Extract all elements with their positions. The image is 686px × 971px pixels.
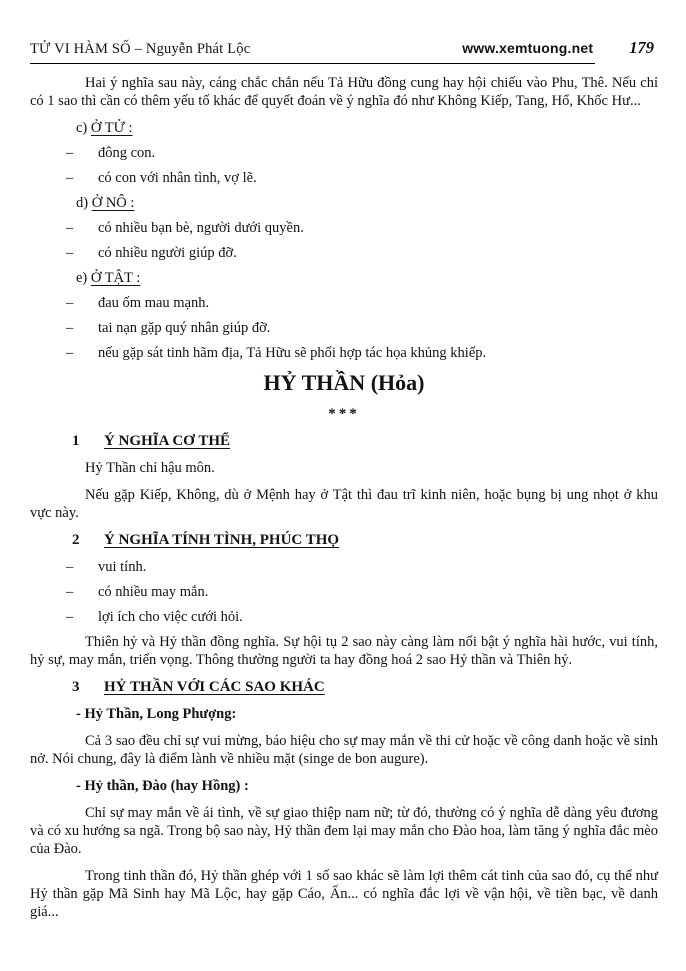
dash-marker: – xyxy=(66,559,74,575)
list-item-text: có con với nhân tình, vợ lẽ. xyxy=(98,170,257,186)
list-item xyxy=(30,319,658,337)
dash-marker: – xyxy=(66,584,74,600)
list-item-text: tai nạn gặp quý nhân giúp đỡ. xyxy=(98,320,271,336)
section-number: 1 xyxy=(72,433,80,449)
list-item xyxy=(30,558,658,576)
palace-heading-title: Ở TẬT : xyxy=(90,270,141,286)
dash-marker: – xyxy=(66,295,74,311)
list-item-text: vui tính. xyxy=(98,559,147,575)
list-item xyxy=(30,608,658,626)
list-item-text: nếu gặp sát tinh hãm địa, Tả Hữu sẽ phối hợp tác họa khủng khiếp. xyxy=(98,345,487,361)
dash-marker: – xyxy=(66,320,74,336)
body-paragraph: Hỷ Thần chỉ hậu môn. xyxy=(85,460,215,476)
list-item xyxy=(30,583,658,601)
body-paragraph: Thiên hỷ và Hỷ thần đồng nghĩa. Sự hội tụ 2 sao này càng làm nổi bật ý nghĩa hài hước, vui tính, hỷ sự, may mắn, triển vọng. Thông thường người ta hay đồng hoá 2 sao Hỷ thần và Thiên hỷ. xyxy=(30,634,658,668)
section-heading-text: HỶ THẦN VỚI CÁC SAO KHÁC xyxy=(104,679,325,695)
body-paragraph: Nếu gặp Kiếp, Không, dù ở Mệnh hay ở Tật thì đau trĩ kinh niên, hoặc bụng bị ung nhọt ở khu vực này. xyxy=(30,487,658,521)
body-paragraph: Chỉ sự may mắn về ái tình, về sự giao thiệp nam nữ; từ đó, thường có ý nghĩa dễ dàng yêu đương và có xu hướng sa ngã. Trong bộ sao này, Hỷ thần đem lại may mắn cho Đào hoa, làm tăng ý nghĩa đắc mèo của Đào. xyxy=(30,805,658,857)
page-number: 179 xyxy=(629,38,654,57)
dash-marker: – xyxy=(66,170,74,186)
list-item-text: có nhiều bạn bè, người dưới quyền. xyxy=(98,220,304,236)
chapter-title: HỶ THẦN (Hỏa) xyxy=(263,370,425,395)
list-item-text: lợi ích cho việc cưới hỏi. xyxy=(98,609,243,625)
page-header xyxy=(30,38,654,58)
list-item xyxy=(30,294,658,312)
section-heading-text: Ý NGHĨA CƠ THỂ xyxy=(104,433,230,449)
palace-heading-tu xyxy=(30,119,658,137)
palace-heading-title: Ở NÔ : xyxy=(91,195,135,211)
header-divider-line xyxy=(30,63,595,64)
section-number: 3 xyxy=(72,679,80,695)
list-item xyxy=(30,219,658,237)
book-title: TỬ VI HÀM SỐ – Nguyễn Phát Lộc xyxy=(30,41,251,57)
list-item xyxy=(30,144,658,162)
section-heading-2 xyxy=(30,531,658,549)
palace-heading-label: c) xyxy=(76,120,88,136)
dash-marker: – xyxy=(66,345,74,361)
dash-marker: – xyxy=(66,220,74,236)
body-paragraph: Cả 3 sao đều chỉ sự vui mừng, báo hiệu cho sự may mắn về thi cử hoặc về công danh hoặc về sinh nở. Nói chung, đây là điểm lành về nhiều mặt (singe de bon augure). xyxy=(30,733,658,767)
list-item xyxy=(30,244,658,262)
list-item-text: đau ốm mau mạnh. xyxy=(98,295,210,311)
list-item-text: có nhiều người giúp đỡ. xyxy=(98,245,237,261)
list-item-text: đông con. xyxy=(98,145,156,161)
intro-paragraph: Hai ý nghĩa sau này, cáng chắc chắn nếu Tả Hữu đồng cung hay hội chiếu vào Phu, Thê. Nếu chỉ có 1 sao thì cần có thêm yếu tố khác để quyết đoán về ý nghĩa đó như Không Kiếp, Tang, Hổ, Khốc Hư... xyxy=(30,75,658,109)
palace-heading-title: Ở TỬ : xyxy=(90,120,133,136)
list-item-text: có nhiều may mắn. xyxy=(98,584,209,600)
dash-marker: – xyxy=(66,145,74,161)
palace-heading-tat xyxy=(30,269,658,287)
star-pair-heading: - Hỷ Thần, Long Phượng: xyxy=(76,706,237,722)
website-url: www.xemtuong.net xyxy=(462,40,594,56)
star-pair-heading: - Hỷ thần, Đào (hay Hồng) : xyxy=(76,778,249,794)
section-number: 2 xyxy=(72,532,80,548)
section-heading-3 xyxy=(30,678,658,696)
palace-heading-label: e) xyxy=(76,270,88,286)
list-item xyxy=(30,169,658,187)
star-divider: *** xyxy=(328,406,360,422)
palace-heading-no xyxy=(30,194,658,212)
section-heading-1 xyxy=(30,432,658,450)
palace-heading-label: d) xyxy=(76,195,89,211)
dash-marker: – xyxy=(66,245,74,261)
body-paragraph: Trong tinh thần đó, Hỷ thần ghép với 1 số sao khác sẽ làm lợi thêm cát tinh của sao đó, cụ thể như Hỷ thần gặp Mã Sinh hay Mã Lộc, hay gặp Cáo, Ấn... có nghĩa đắc lợi về vận hội, về tiền bạc, về danh giá... xyxy=(30,868,658,920)
dash-marker: – xyxy=(66,609,74,625)
page-body xyxy=(30,74,658,930)
list-item xyxy=(30,344,658,362)
section-heading-text: Ý NGHĨA TÍNH TÌNH, PHÚC THỌ xyxy=(104,532,340,548)
